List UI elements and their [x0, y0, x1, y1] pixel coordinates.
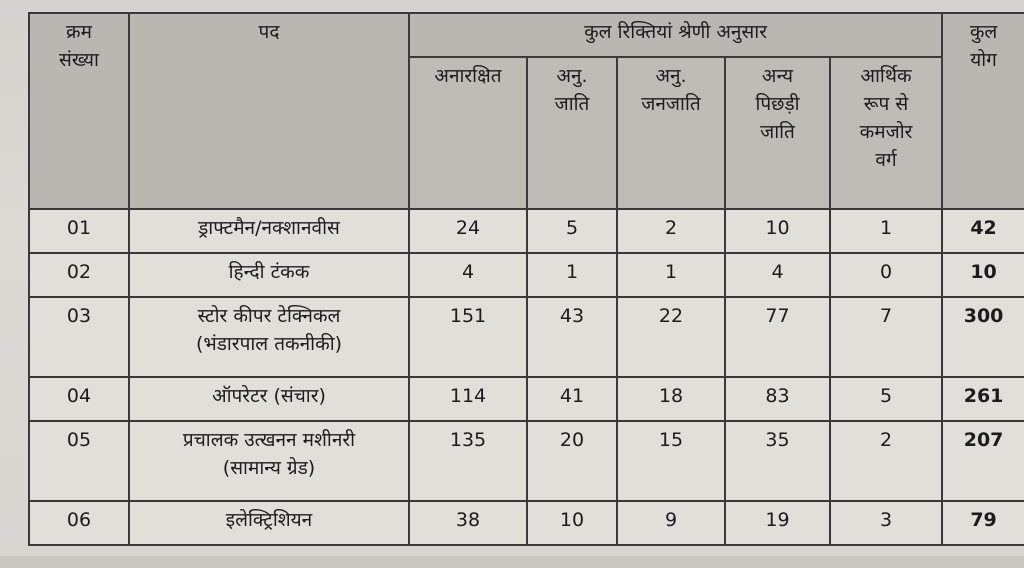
header-obc-line-1: अन्य	[761, 65, 794, 88]
row-post: इलेक्ट्रिशियन	[129, 501, 409, 545]
header-serial	[29, 13, 129, 209]
row-obc: 35	[725, 421, 830, 501]
row-sc: 5	[527, 209, 617, 253]
row-ews: 1	[830, 209, 942, 253]
row-post-line-2: (भंडारपाल तकनीकी)	[195, 333, 343, 355]
header-st	[617, 57, 725, 209]
table-row	[29, 209, 1024, 253]
header-st-line-2: जनजाति	[641, 93, 701, 116]
header-ews-line-2: रूप से	[863, 93, 909, 116]
row-post: ड्राफ्टमैन/नक्शानवीस	[129, 209, 409, 253]
row-total: 42	[942, 209, 1024, 253]
row-serial: 02	[29, 253, 129, 297]
row-st: 18	[617, 377, 725, 421]
header-post: पद	[129, 13, 409, 209]
row-st: 2	[617, 209, 725, 253]
row-unreserved: 24	[409, 209, 527, 253]
row-serial: 03	[29, 297, 129, 377]
table-row	[29, 377, 1024, 421]
header-obc-line-2: पिछड़ी	[755, 93, 800, 116]
row-sc: 10	[527, 501, 617, 545]
row-total: 79	[942, 501, 1024, 545]
row-unreserved: 135	[409, 421, 527, 501]
header-total	[942, 13, 1024, 209]
row-post: हिन्दी टंकक	[129, 253, 409, 297]
header-total-line-1: कुल	[969, 21, 998, 43]
row-sc: 1	[527, 253, 617, 297]
header-st-line-1: अनु.	[655, 65, 687, 88]
table-row	[29, 501, 1024, 545]
header-ews-line-3: कमजोर	[859, 121, 913, 144]
row-serial: 05	[29, 421, 129, 501]
table-row	[29, 253, 1024, 297]
row-ews: 5	[830, 377, 942, 421]
vacancy-table	[28, 12, 1024, 546]
row-serial: 04	[29, 377, 129, 421]
header-ews-line-4: वर्ग	[875, 149, 897, 172]
row-unreserved: 151	[409, 297, 527, 377]
header-total-line-2: योग	[970, 49, 997, 71]
row-unreserved: 4	[409, 253, 527, 297]
row-obc: 77	[725, 297, 830, 377]
header-obc	[725, 57, 830, 209]
row-post-line-2: (सामान्य ग्रेड)	[222, 457, 316, 479]
row-serial: 06	[29, 501, 129, 545]
row-total: 261	[942, 377, 1024, 421]
header-serial-line-1: क्रम	[66, 21, 92, 43]
table-row	[29, 297, 1024, 377]
row-serial: 01	[29, 209, 129, 253]
row-sc: 43	[527, 297, 617, 377]
row-st: 22	[617, 297, 725, 377]
header-unreserved	[409, 57, 527, 209]
row-ews: 0	[830, 253, 942, 297]
header-serial-line-2: संख्या	[59, 49, 99, 71]
row-unreserved: 114	[409, 377, 527, 421]
row-unreserved: 38	[409, 501, 527, 545]
row-post: ऑपरेटर (संचार)	[129, 377, 409, 421]
row-total: 10	[942, 253, 1024, 297]
row-st: 9	[617, 501, 725, 545]
row-post	[129, 421, 409, 501]
row-st: 15	[617, 421, 725, 501]
header-sc-line-2: जाति	[554, 93, 590, 116]
header-sc	[527, 57, 617, 209]
row-sc: 41	[527, 377, 617, 421]
header-ews-line-1: आर्थिक	[860, 65, 912, 88]
row-ews: 7	[830, 297, 942, 377]
row-obc: 83	[725, 377, 830, 421]
table-row	[29, 421, 1024, 501]
header-unreserved-text: अनारक्षित	[434, 65, 502, 88]
header-category-group: कुल रिक्तियां श्रेणी अनुसार	[409, 13, 942, 57]
header-sc-line-1: अनु.	[556, 65, 588, 88]
row-obc: 4	[725, 253, 830, 297]
row-obc: 19	[725, 501, 830, 545]
row-ews: 3	[830, 501, 942, 545]
row-post-line-1: प्रचालक उत्खनन मशीनरी	[182, 429, 356, 451]
header-ews	[830, 57, 942, 209]
page-bottom-edge	[0, 556, 1024, 568]
row-ews: 2	[830, 421, 942, 501]
row-sc: 20	[527, 421, 617, 501]
row-total: 300	[942, 297, 1024, 377]
row-total: 207	[942, 421, 1024, 501]
row-post	[129, 297, 409, 377]
header-obc-line-3: जाति	[760, 121, 795, 144]
row-st: 1	[617, 253, 725, 297]
row-obc: 10	[725, 209, 830, 253]
row-post-line-1: स्टोर कीपर टेक्निकल	[197, 305, 341, 327]
